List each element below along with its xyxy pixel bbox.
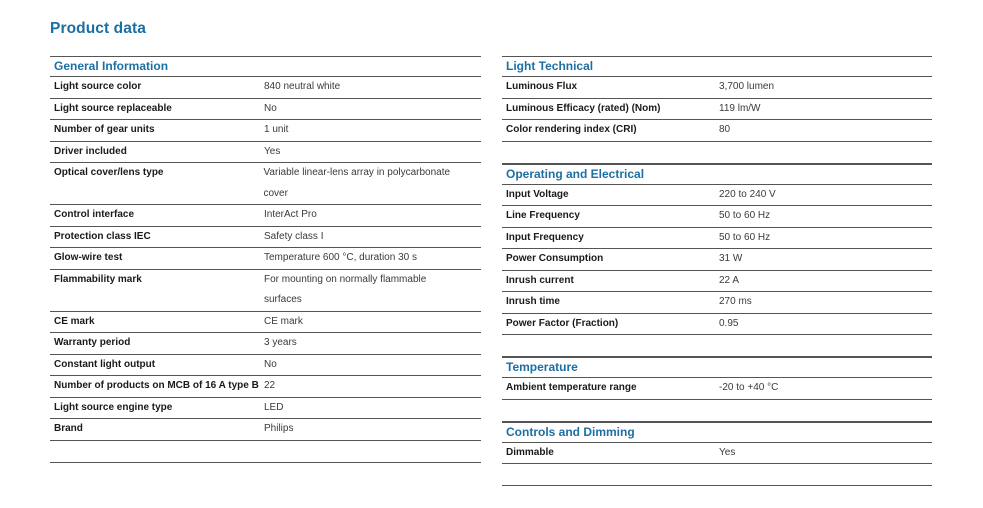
section-gap [502, 335, 932, 357]
spec-row [50, 227, 481, 249]
spec-row [50, 312, 481, 334]
spec-value: 31 W [719, 253, 743, 264]
spec-value: No [264, 358, 277, 370]
spec-value: Philips [264, 423, 294, 434]
spec-key: Brand [54, 423, 83, 434]
spec-key: Input Voltage [506, 188, 569, 200]
spec-key: Constant light output [54, 358, 156, 370]
spec-row [502, 99, 932, 121]
spec-row [50, 248, 481, 270]
spec-row [50, 99, 481, 121]
spec-key: Control interface [54, 209, 135, 220]
spec-row [50, 333, 481, 355]
spec-value: InterAct Pro [264, 209, 317, 220]
spec-value: -20 to +40 °C [719, 382, 779, 393]
spec-value: 3 years [264, 337, 297, 348]
spec-row [502, 292, 932, 314]
spec-key: Flammability mark [54, 273, 142, 285]
spec-value: 270 ms [719, 296, 752, 307]
section-title-general-information: General Information [50, 56, 481, 77]
spec-row [502, 120, 932, 142]
spec-row [502, 271, 932, 293]
spec-key: Inrush time [506, 296, 560, 307]
spec-value: No [264, 102, 277, 114]
spec-value: 50 to 60 Hz [719, 210, 771, 221]
page-title: Product data [50, 20, 146, 37]
spec-row [50, 163, 481, 205]
section-gap [502, 400, 932, 422]
spec-value: Yes [264, 145, 281, 157]
spec-row [502, 378, 932, 400]
spec-key: CE mark [54, 315, 95, 327]
general-information-table [50, 56, 481, 463]
spec-row [50, 205, 481, 227]
spec-key: Power Factor (Fraction) [506, 317, 619, 329]
section-title-operating-electrical: Operating and Electrical [502, 164, 932, 185]
section-title-controls-dimming: Controls and Dimming [502, 422, 932, 443]
spec-key: Luminous Efficacy (rated) (Nom) [506, 102, 661, 114]
spec-key: Luminous Flux [506, 81, 578, 92]
spec-key: Ambient temperature range [506, 382, 637, 393]
technical-tables [502, 56, 932, 486]
spec-value: Temperature 600 °C, duration 30 s [264, 252, 417, 263]
spec-key: Input Frequency [506, 231, 584, 243]
spec-row [502, 77, 932, 99]
spec-value: LED [264, 401, 284, 413]
table-end-divider [50, 441, 481, 463]
spec-row [502, 228, 932, 250]
spec-key: Inrush current [506, 274, 574, 286]
spec-value: 119 lm/W [719, 102, 761, 114]
spec-row [50, 77, 481, 99]
spec-value: 50 to 60 Hz [719, 231, 771, 243]
spec-row [502, 185, 932, 207]
section-title-temperature: Temperature [502, 357, 932, 378]
spec-row [502, 314, 932, 336]
spec-key: Power Consumption [506, 253, 604, 264]
spec-key: Driver included [54, 145, 127, 157]
spec-row [50, 376, 481, 398]
spec-key: Optical cover/lens type [54, 167, 164, 178]
spec-key: Light source color [54, 81, 142, 92]
spec-row [50, 120, 481, 142]
spec-key: Light source replaceable [54, 102, 172, 114]
spec-key: Light source engine type [54, 401, 173, 413]
spec-key: Line Frequency [506, 210, 580, 221]
spec-key: Warranty period [54, 337, 131, 348]
spec-value: 80 [719, 124, 731, 135]
spec-row [50, 270, 481, 312]
spec-row [50, 398, 481, 420]
spec-row [502, 443, 932, 465]
spec-key: Protection class IEC [54, 230, 151, 242]
spec-value: 220 to 240 V [719, 188, 776, 200]
spec-key: Number of products on MCB of 16 A type B [54, 380, 259, 391]
spec-value: Yes [719, 446, 736, 458]
spec-value: 0.95 [719, 317, 739, 329]
section-gap [502, 142, 932, 164]
spec-value: For mounting on normally flammable surfaces [264, 273, 427, 305]
spec-value: Safety class I [264, 230, 324, 242]
spec-value: 22 [264, 380, 276, 391]
spec-value: 1 unit [264, 124, 289, 135]
spec-row [50, 142, 481, 164]
spec-value: Variable linear-lens array in polycarbonate cover [263, 167, 451, 199]
spec-key: Dimmable [506, 446, 554, 458]
spec-row [502, 206, 932, 228]
spec-value: CE mark [264, 315, 303, 327]
spec-row [50, 419, 481, 441]
spec-row [50, 355, 481, 377]
spec-key: Color rendering index (CRI) [506, 124, 637, 135]
section-title-light-technical: Light Technical [502, 56, 932, 77]
spec-key: Glow-wire test [54, 252, 123, 263]
spec-value: 22 A [719, 274, 740, 286]
spec-value: 3,700 lumen [719, 81, 775, 92]
spec-row [502, 249, 932, 271]
spec-value: 840 neutral white [264, 81, 341, 92]
spec-key: Number of gear units [54, 124, 155, 135]
table-end-divider [502, 464, 932, 486]
